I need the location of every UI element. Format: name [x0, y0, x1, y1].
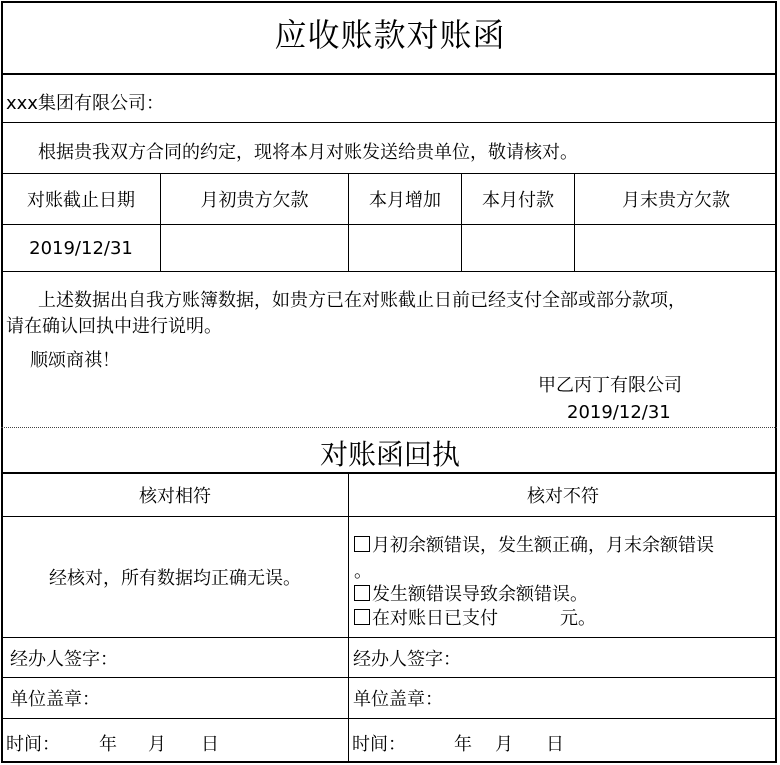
- checkbox-icon[interactable]: [354, 609, 370, 625]
- mismatch-option-1-tail: 。: [354, 561, 372, 582]
- cell-cutoff-date: 2019/12/31: [29, 237, 133, 259]
- cell-closing-debt[interactable]: [575, 225, 777, 271]
- cell-monthly-increase[interactable]: [349, 225, 461, 271]
- divider: [574, 174, 575, 271]
- day-label-left: 日: [201, 734, 219, 755]
- header-closing-debt: 月末贵方欠款: [622, 190, 730, 211]
- mismatch-option-1-label: 月初余额错误，发生额正确，月末余额错误: [372, 535, 714, 556]
- match-statement: 经核对，所有数据均正确无误。: [49, 568, 301, 589]
- mismatch-option-3-unit: 元。: [560, 608, 596, 629]
- day-label-right: 日: [546, 734, 564, 755]
- mismatch-option-2-label: 发生额错误导致余额错误。: [372, 584, 588, 605]
- header-opening-debt: 月初贵方欠款: [200, 190, 309, 211]
- divider: [1, 73, 777, 75]
- intro-text: 根据贵我双方合同的约定，现将本月对账发送给贵单位，敬请核对。: [38, 142, 578, 163]
- divider: [348, 473, 349, 763]
- mismatch-option-1[interactable]: [354, 531, 714, 557]
- cut-line: [1, 427, 777, 428]
- receipt-col-mismatch: 核对不符: [527, 486, 599, 507]
- checkbox-icon[interactable]: [354, 536, 370, 552]
- divider: [461, 174, 462, 271]
- divider: [1, 122, 777, 123]
- month-label-left: 月: [148, 734, 166, 755]
- year-label-left: 年: [99, 734, 117, 755]
- divider: [160, 174, 161, 271]
- divider: [1, 718, 777, 719]
- receipt-col-match: 核对相符: [139, 486, 211, 507]
- signer-left[interactable]: 经办人签字：: [10, 648, 118, 670]
- mismatch-option-3-label: 在对账日已支付: [372, 608, 498, 629]
- closing-text: 顺颂商祺！: [30, 350, 120, 371]
- cell-monthly-payment[interactable]: [462, 225, 574, 271]
- note-line-2: 请在确认回执中进行说明。: [6, 316, 222, 337]
- time-label-left: 时间：: [6, 734, 60, 755]
- signer-right[interactable]: 经办人签字：: [353, 648, 461, 670]
- mismatch-option-2[interactable]: [354, 580, 588, 606]
- time-label-right: 时间：: [352, 734, 406, 755]
- note-line-1: 上述数据出自我方账簿数据，如贵方已在对账截止日前已经支付全部或部分款项，: [38, 290, 686, 311]
- recipient: xxx集团有限公司：: [6, 93, 164, 114]
- letter-title: 应收账款对账函: [274, 16, 506, 54]
- divider: [348, 174, 349, 271]
- seal-right[interactable]: 单位盖章：: [353, 689, 443, 710]
- month-label-right: 月: [495, 734, 513, 755]
- header-monthly-payment: 本月付款: [482, 190, 554, 211]
- year-label-right: 年: [454, 734, 472, 755]
- divider: [1, 271, 777, 272]
- cell-opening-debt[interactable]: [161, 225, 348, 271]
- header-monthly-increase: 本月增加: [369, 190, 441, 211]
- seal-left[interactable]: 单位盖章：: [10, 689, 100, 710]
- sender-date: 2019/12/31: [567, 402, 671, 423]
- sender-company: 甲乙丙丁有限公司: [538, 375, 682, 396]
- mismatch-option-3[interactable]: [354, 604, 596, 630]
- checkbox-icon[interactable]: [354, 585, 370, 601]
- receipt-title: 对账函回执: [319, 438, 460, 471]
- header-cutoff-date: 对账截止日期: [27, 190, 135, 211]
